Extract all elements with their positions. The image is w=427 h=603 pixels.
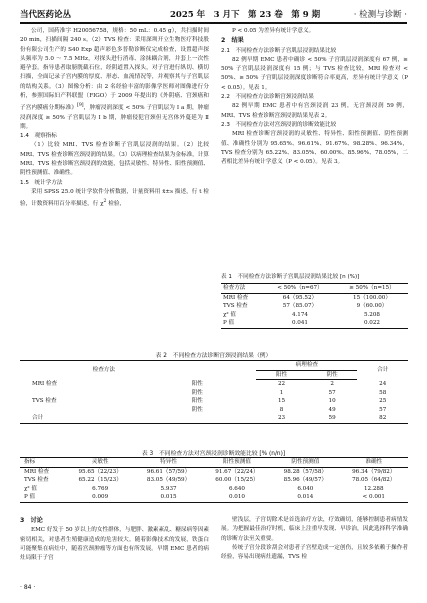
paragraph: 1.4 观察指标 xyxy=(20,133,57,140)
table-cell: MRI 检查 xyxy=(32,380,58,387)
table-cell: 57 xyxy=(379,406,387,413)
table-cell: 0.010 xyxy=(228,494,245,500)
table-cell: P 值 xyxy=(24,494,36,500)
table1 xyxy=(221,283,408,329)
paragraph: 传统子宫分段诊刮会对患者子宫壁造成一定创伤，且较多依赖于操作者经验，容易出现病灶遗漏，TVS 检 xyxy=(221,544,408,561)
table-header-cell: 检查方法 xyxy=(221,284,264,294)
left-column xyxy=(20,27,209,209)
paragraph: 2.3 不同检查方法对宫颈浸润的诊断效能比较 xyxy=(221,121,337,128)
table-cell: 95.65（22/23） xyxy=(78,468,122,475)
page-number: · 84 · xyxy=(20,584,36,591)
paragraph: 公司，国药准字 H20056758，规格：50 mL：0.45 g），共扫描时间 20 min，扫描间隔 240 s。（2）TVS 检查：采用深圳开立生物医疗科技股份有限公司生产的 S40 Exp 超声彩色多普勒诊断仪完成检查，设置超声探头频率为 5.0 ～ 7.5 MHz，对探头进行消毒、涂抹耦合剂，并套上一次性避孕套。指导患者取膀胱截石位，经阴道置入探头，对子宫进行纵切、横切扫描，全面记录子宫内膜的厚度、形态、血流情况等，并观察其与子宫肌层的结构关系。（3）图像分析：由 2 名经验丰富的影像学医师对图像进行分析，参照国际妇产科联盟（FIGO）于 2009 年提出的《外阴癌、宫颈癌和子宫内膜癌分期标准》[9]，肿瘤浸润深度 < 50% 子宫肌层为 Ⅰ a 期，肿瘤浸润深度 ≥ 50% 子宫肌层为 Ⅰ b 期，肿瘤侵犯宫颈但无宫体外蔓延为 Ⅱ 期。 xyxy=(20,28,209,130)
table-row xyxy=(221,302,408,311)
table-row xyxy=(20,493,408,502)
table-header-cell: < 50%（n=67） xyxy=(264,284,336,294)
table-cell: 98.28（57/58） xyxy=(283,468,327,475)
issue-date: 2025 年 3 月下 第 23 卷 第 9 期 xyxy=(170,10,321,20)
running-header xyxy=(20,8,407,22)
table-cell: MRI 检查 xyxy=(24,468,50,475)
table-cell: 58 xyxy=(379,389,387,396)
table-cell: 2 xyxy=(330,381,334,387)
paragraph: MRI 检查诊断宫颈浸润的灵敏性、特异性、阳性预测值、阴性预测值、准确性分别为 95.65%、96.61%、91.67%、98.28%、96.34%，TVS 检查分别为 65.22%、83.05%、60.00%、85.96%、78.05%，二者相比差异有统计学意义（P < 0.05）。见表 3。 xyxy=(221,131,408,166)
table-cell: 6.769 xyxy=(92,485,109,492)
table-cell xyxy=(188,414,257,423)
table-cell: 78.05（64/82） xyxy=(352,477,396,483)
table-cell: 0.022 xyxy=(363,320,380,326)
right-column xyxy=(221,27,408,167)
table-cell: 12.288 xyxy=(363,485,384,492)
paragraph: 2.2 不同检查方法诊断宫颈浸润结果 xyxy=(221,94,314,101)
table-header-cell: 病理检查 xyxy=(256,361,357,371)
table-cell: TVS 检查 xyxy=(24,477,49,483)
table-row xyxy=(20,389,408,398)
discussion-right xyxy=(221,516,408,562)
section-label: · 检测与诊断 · xyxy=(353,10,407,20)
table-cell: 24 xyxy=(379,380,387,387)
table-cell: 57（85.07） xyxy=(282,303,318,309)
journal-title: 当代医药论丛 xyxy=(20,10,72,20)
paragraph: 1.5 统计学方法 xyxy=(20,179,63,186)
table-cell: 0.041 xyxy=(291,320,308,326)
paragraph: P < 0.05 为差异有统计学意义。 xyxy=(232,28,315,34)
table-cell: 15（100.00） xyxy=(353,294,391,301)
table-cell: MRI 检查 xyxy=(223,294,249,301)
table-cell: TVS 检查 xyxy=(223,303,248,309)
table-cell: 0.015 xyxy=(160,494,177,500)
table-cell: 64（95.52） xyxy=(282,294,318,301)
table-cell: 6.640 xyxy=(228,485,245,492)
table-cell: 83.05（49/59） xyxy=(146,477,191,483)
table-header-cell: 阴性 xyxy=(307,370,358,380)
table3-caption: 表 3 不同检查方法对宫颈浸润诊断效能比较 [% (n/n)] xyxy=(141,451,286,457)
table-row xyxy=(20,380,408,389)
table-cell: 60.00（15/25） xyxy=(215,477,259,483)
table-cell: 6.040 xyxy=(297,485,314,492)
table-cell: 85.96（49/57） xyxy=(283,477,327,483)
paragraph: （1）比较 MRI、TVS 检查诊断子宫肌层浸润的结果。（2）比较 MRI、TVS 检查诊断宫颈浸润的结果。（3）以病理检查结果为金标准，计算 MRI、TVS 检查诊断宫颈浸润的效能，包括灵敏性、特异性、阳性预测值、阴性预测值、准确性。 xyxy=(20,142,209,177)
table-cell: 5.937 xyxy=(160,485,177,492)
table-cell: χ² 值 xyxy=(223,311,237,318)
paragraph: 采用 SPSS 25.0 统计学软件分析数据，计量资料用 x̄±s 描述，行 t 检验，计数资料用百分率描述，行 $\chi^2$ 检验， xyxy=(20,188,209,208)
table-cell: 82 xyxy=(379,415,387,421)
table-row xyxy=(20,485,408,494)
table-cell: 1 xyxy=(279,389,284,396)
table-cell: 阳性 xyxy=(191,380,203,387)
table-row xyxy=(20,414,408,423)
table-cell: P 值 xyxy=(223,320,235,326)
table-header-cell: 灵敏性 xyxy=(66,458,134,468)
table-header-cell: 阳性预测值 xyxy=(203,458,271,468)
discussion-left xyxy=(20,516,209,563)
table-cell: 25 xyxy=(379,398,387,404)
table-row xyxy=(20,406,408,415)
table-header-cell xyxy=(188,361,257,380)
table-cell: 96.61（57/59） xyxy=(146,468,191,475)
table-cell: 合计 xyxy=(32,415,44,421)
table1-caption: 表 1 不同检查方法诊断子宫肌层浸润结果比较 [n (%)] xyxy=(221,274,360,280)
table-cell: 59 xyxy=(328,415,336,421)
table-row xyxy=(221,319,408,328)
table-cell: 91.67（22/24） xyxy=(215,468,259,475)
table-row xyxy=(221,293,408,302)
paragraph: 82 例早期 EMC 患者中确诊 < 50% 子宫肌层浸润深度有 67 例，≥ 50% 子宫肌层浸润深度有 15 例；与 TVS 检查比较，MRI 检查对 < 50%、≥ 50% 子宫肌层浸润深度诊断符合率更高，差异有统计学意义（P < 0.05）。见表 1。 xyxy=(221,56,408,91)
table-row xyxy=(20,476,408,485)
table-cell: 65.22（15/23） xyxy=(78,477,122,483)
table-cell: TVS 检查 xyxy=(32,398,57,404)
table-header-cell: ≥ 50%（n=15） xyxy=(336,284,408,294)
table-cell: 0.009 xyxy=(92,494,109,500)
table-header-cell: 阳性 xyxy=(256,370,307,380)
paragraph: 2 结果 xyxy=(221,37,244,45)
table-cell: 阴性 xyxy=(191,389,203,396)
table-cell xyxy=(20,406,188,415)
paragraph: 3 讨论 xyxy=(20,517,43,524)
paragraph: 壁浅层，子宫切除术是首选治疗方法，疗效确切，能够控制患者病情发展。为把握最佳治疗时机，临床上注重早发现、早诊治，因此选择科学准确的诊断方法至关重要。 xyxy=(221,517,408,542)
paragraph: 2.1 不同检查方法诊断子宫肌层浸润结果比较 xyxy=(221,47,337,54)
table-row xyxy=(221,311,408,320)
paragraph: EMC 好发于 50 岁以上的女性群体，与肥胖、激素紊乱、糖尿病等因素密切相关，对患者生殖健康造成的危害较大。随着影像技术的发展，铁蛋白可能聚集在病灶中，随着宫颈肿瘤等方面也有所发展。早期 EMC 患者的病灶局限于子宫 xyxy=(20,527,209,562)
table-cell: 0.014 xyxy=(297,494,314,500)
table2 xyxy=(20,360,408,424)
table-cell: < 0.001 xyxy=(362,494,385,500)
table-cell: 5.208 xyxy=(363,311,380,318)
table-cell: 15 xyxy=(277,398,286,404)
table-cell: 23 xyxy=(277,415,286,421)
table-cell: 49 xyxy=(328,406,336,413)
table-cell: 10 xyxy=(328,398,336,404)
table-cell: 96.34（79/82） xyxy=(352,468,396,475)
table-row xyxy=(20,467,408,476)
table-header-cell: 特异性 xyxy=(134,458,202,468)
table-header-cell: 合计 xyxy=(377,367,389,373)
table-cell: 阳性 xyxy=(191,398,203,404)
table-cell: 57 xyxy=(328,389,336,396)
table-cell: 4.174 xyxy=(291,311,308,318)
table-cell xyxy=(20,389,188,398)
table-cell: χ² 值 xyxy=(24,485,38,492)
table-header-cell: 准确性 xyxy=(340,458,408,468)
table3 xyxy=(20,457,408,503)
table-cell: 22 xyxy=(277,381,286,387)
table-header-cell: 检查方法 xyxy=(92,367,115,373)
table2-caption: 表 2 不同检查方法诊断宫颈浸润结果（例） xyxy=(155,353,272,359)
table-header-cell: 阴性预测值 xyxy=(271,458,339,468)
table-cell: 阴性 xyxy=(191,406,203,413)
header-rule xyxy=(20,22,407,24)
paragraph: 82 例早期 EMC 患者中有宫颈浸润 23 例，无宫颈浸润 59 例，MRI、TVS 检查诊断宫颈浸润结果见表 2。 xyxy=(221,103,408,119)
table-row xyxy=(20,397,408,406)
table-cell: 9（60.00） xyxy=(356,303,388,309)
table-header-cell: 指标 xyxy=(20,458,66,468)
table-cell: 8 xyxy=(279,406,284,413)
